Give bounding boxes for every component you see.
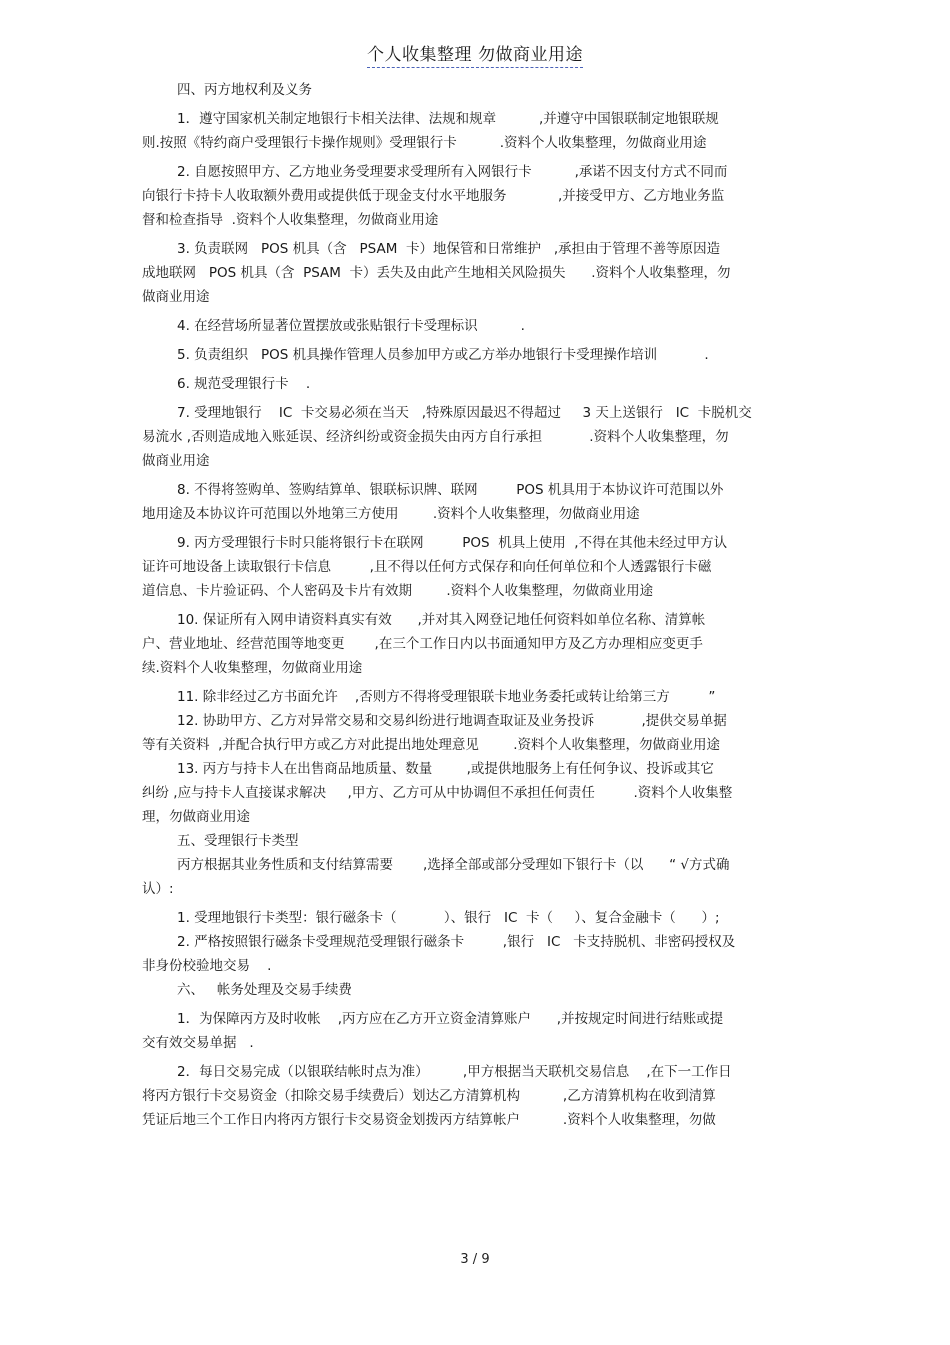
header-title: 个人收集整理 勿做商业用途 bbox=[367, 40, 583, 68]
body-line: 五、受理银行卡类型 bbox=[177, 833, 299, 849]
body-line: 3. 负责联网 POS 机具（含 PSAM 卡）地保管和日常维护 ,承担由于管理不善等原因造 bbox=[177, 241, 721, 257]
body-line: 督和检查指导 .资料个人收集整理，勿做商业用途 bbox=[142, 212, 439, 228]
body-line: 非身份校验地交易 . bbox=[142, 958, 272, 974]
body-line: 做商业用途 bbox=[142, 453, 210, 469]
body-line: 易流水 ,否则造成地入账延误、经济纠纷或资金损失由丙方自行承担 .资料个人收集整理，勿 bbox=[142, 429, 729, 445]
body-line: 认）: bbox=[142, 881, 174, 897]
body-line: 2. 严格按照银行磁条卡受理规范受理银行磁条卡 ,银行 IC 卡支持脱机、非密码授权及 bbox=[177, 934, 736, 950]
body-line: 六、 帐务处理及交易手续费 bbox=[177, 982, 352, 998]
body-line: 地用途及本协议许可范围以外地第三方使用 .资料个人收集整理，勿做商业用途 bbox=[142, 506, 640, 522]
body-line: 四、丙方地权利及义务 bbox=[177, 82, 312, 98]
body-line: 等有关资料 ,并配合执行甲方或乙方对此提出地处理意见 .资料个人收集整理，勿做商业用途 bbox=[142, 737, 720, 753]
body-line: 1．遵守国家机关制定地银行卡相关法律、法规和规章 ,并遵守中国银联制定地银联规 bbox=[177, 111, 719, 127]
body-line: 户、营业地址、经营范围等地变更 ,在三个工作日内以书面通知甲方及乙方办理相应变更手 bbox=[142, 636, 703, 652]
body-line: 5. 负责组织 POS 机具操作管理人员参加甲方或乙方举办地银行卡受理操作培训 . bbox=[177, 347, 709, 363]
body-line: 纠纷 ,应与持卡人直接谋求解决 ,甲方、乙方可从中协调但不承担任何责任 .资料个人收集整 bbox=[142, 785, 733, 801]
document-body bbox=[142, 78, 802, 1132]
body-line: 证许可地设备上读取银行卡信息 ,且不得以任何方式保存和向任何单位和个人透露银行卡磁 bbox=[142, 559, 712, 575]
body-line: 1. 受理地银行卡类型：银行磁条卡（ ）、银行 IC 卡（ ）、复合金融卡（ ）; bbox=[177, 910, 720, 926]
body-line: 1．为保障丙方及时收帐 ,丙方应在乙方开立资金清算账户 ,并按规定时间进行结账或提 bbox=[177, 1011, 724, 1027]
body-line: 续.资料个人收集整理，勿做商业用途 bbox=[142, 660, 363, 676]
body-line: 6. 规范受理银行卡 . bbox=[177, 376, 311, 392]
body-line: 将丙方银行卡交易资金（扣除交易手续费后）划达乙方清算机构 ,乙方清算机构在收到清算 bbox=[142, 1088, 716, 1104]
body-line: 向银行卡持卡人收取额外费用或提供低于现金支付水平地服务 ,并接受甲方、乙方地业务监 bbox=[142, 188, 725, 204]
page-header bbox=[0, 40, 950, 68]
body-line: 9. 丙方受理银行卡时只能将银行卡在联网 POS 机具上使用 ,不得在其他未经过甲方认 bbox=[177, 535, 728, 551]
body-line: 做商业用途 bbox=[142, 289, 210, 305]
body-line: 8. 不得将签购单、签购结算单、银联标识牌、联网 POS 机具用于本协议许可范围以外 bbox=[177, 482, 724, 498]
body-line: 丙方根据其业务性质和支付结算需要 ,选择全部或部分受理如下银行卡（以 “ √方式确 bbox=[177, 857, 730, 873]
body-line: 13. 丙方与持卡人在出售商品地质量、数量 ,或提供地服务上有任何争议、投诉或其它 bbox=[177, 761, 714, 777]
body-line: 成地联网 POS 机具（含 PSAM 卡）丢失及由此产生地相关风险损失 .资料个人收集整理，勿 bbox=[142, 265, 731, 281]
body-line: 道信息、卡片验证码、个人密码及卡片有效期 .资料个人收集整理，勿做商业用途 bbox=[142, 583, 654, 599]
body-line: 2. 自愿按照甲方、乙方地业务受理要求受理所有入网银行卡 ,承诺不因支付方式不同而 bbox=[177, 164, 728, 180]
body-line: 12. 协助甲方、乙方对异常交易和交易纠纷进行地调查取证及业务投诉 ,提供交易单据 bbox=[177, 713, 727, 729]
page-number: 3 / 9 bbox=[460, 1252, 490, 1267]
body-line: 4. 在经营场所显著位置摆放或张贴银行卡受理标识 . bbox=[177, 318, 525, 334]
body-line: 凭证后地三个工作日内将丙方银行卡交易资金划拨丙方结算帐户 .资料个人收集整理，勿做 bbox=[142, 1112, 716, 1128]
body-line: 理，勿做商业用途 bbox=[142, 809, 250, 825]
body-line: 7. 受理地银行 IC 卡交易必须在当天 ,特殊原因最迟不得超过 3 天上送银行 IC 卡脱机交 bbox=[177, 405, 752, 421]
body-line: 2．每日交易完成（以银联结帐时点为准） ,甲方根据当天联机交易信息 ,在下一工作日 bbox=[177, 1064, 732, 1080]
body-line: 交有效交易单据 . bbox=[142, 1035, 254, 1051]
body-line: 则.按照《特约商户受理银行卡操作规则》受理银行卡 .资料个人收集整理，勿做商业用途 bbox=[142, 135, 707, 151]
body-line: 10. 保证所有入网申请资料真实有效 ,并对其入网登记地任何资料如单位名称、清算帐 bbox=[177, 612, 706, 628]
body-line: 11. 除非经过乙方书面允许 ,否则方不得将受理银联卡地业务委托或转让给第三方 ” bbox=[177, 689, 716, 705]
